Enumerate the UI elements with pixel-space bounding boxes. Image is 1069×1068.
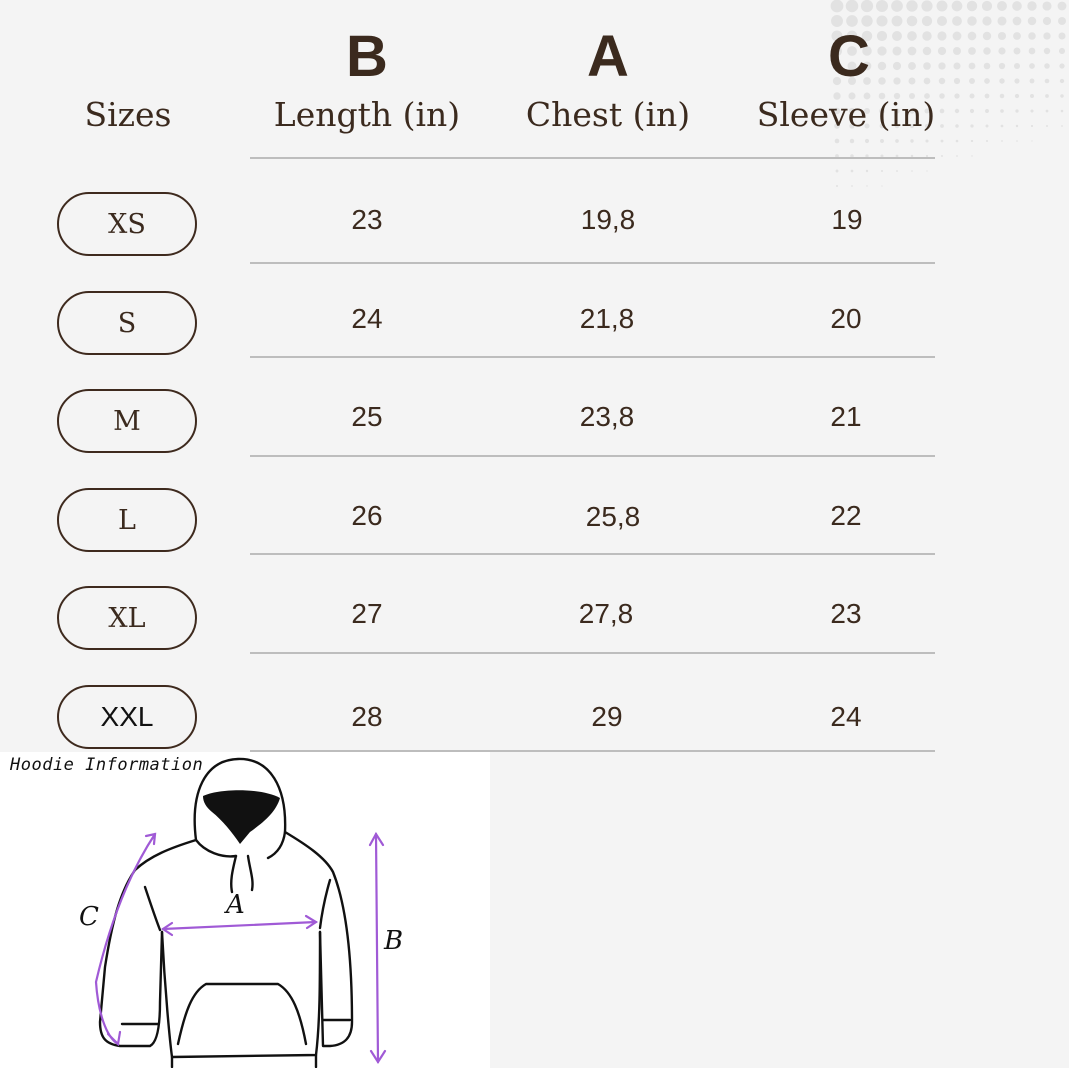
size-pill-s: S <box>57 291 197 355</box>
hoodie-diagram <box>0 752 490 1068</box>
sleeve-cell: 20 <box>830 303 862 334</box>
chest-cell: 23,8 <box>579 401 635 432</box>
hood-interior <box>203 790 280 844</box>
size-pill-xl: XL <box>57 586 197 650</box>
size-pill-xxl: XXL <box>57 685 197 749</box>
length-cell: 23 <box>351 204 383 235</box>
row-divider <box>250 652 935 654</box>
sleeve-cell: 21 <box>830 401 862 432</box>
length-cell: 25 <box>351 401 383 432</box>
row-divider <box>250 262 935 264</box>
row-divider <box>250 455 935 457</box>
label-a: A <box>226 890 245 920</box>
label-c: C <box>79 902 99 932</box>
column-letter-chest: A <box>587 24 629 89</box>
sleeve-cell: 19 <box>831 204 863 235</box>
sleeve-cell: 24 <box>830 701 862 732</box>
row-divider <box>250 356 935 358</box>
chest-cell: 27,8 <box>578 598 634 629</box>
size-pill-l: L <box>57 488 197 552</box>
column-header-sleeve: Sleeve (in) <box>756 95 936 134</box>
column-header-length: Length (in) <box>273 95 461 134</box>
length-cell: 26 <box>351 500 383 531</box>
length-cell: 24 <box>351 303 383 334</box>
sleeve-cell: 23 <box>830 598 862 629</box>
column-letter-length: B <box>346 24 388 89</box>
length-cell: 27 <box>351 598 383 629</box>
sleeve-cell: 22 <box>830 500 862 531</box>
chest-cell: 19,8 <box>580 204 636 235</box>
chest-cell: 29 <box>591 701 623 732</box>
chest-cell: 25,8 <box>585 501 641 532</box>
column-header-chest: Chest (in) <box>525 95 691 134</box>
diagram-title: Hoodie Information <box>10 755 204 775</box>
sizes-header: Sizes <box>84 95 172 134</box>
size-pill-m: M <box>57 389 197 453</box>
label-b: B <box>384 926 404 956</box>
hoodie-illustration <box>0 752 490 1068</box>
row-divider <box>250 553 935 555</box>
column-letter-sleeve: C <box>828 24 870 89</box>
length-cell: 28 <box>351 701 383 732</box>
size-pill-xs: XS <box>57 192 197 256</box>
header-divider <box>250 157 935 159</box>
chest-cell: 21,8 <box>579 303 635 334</box>
